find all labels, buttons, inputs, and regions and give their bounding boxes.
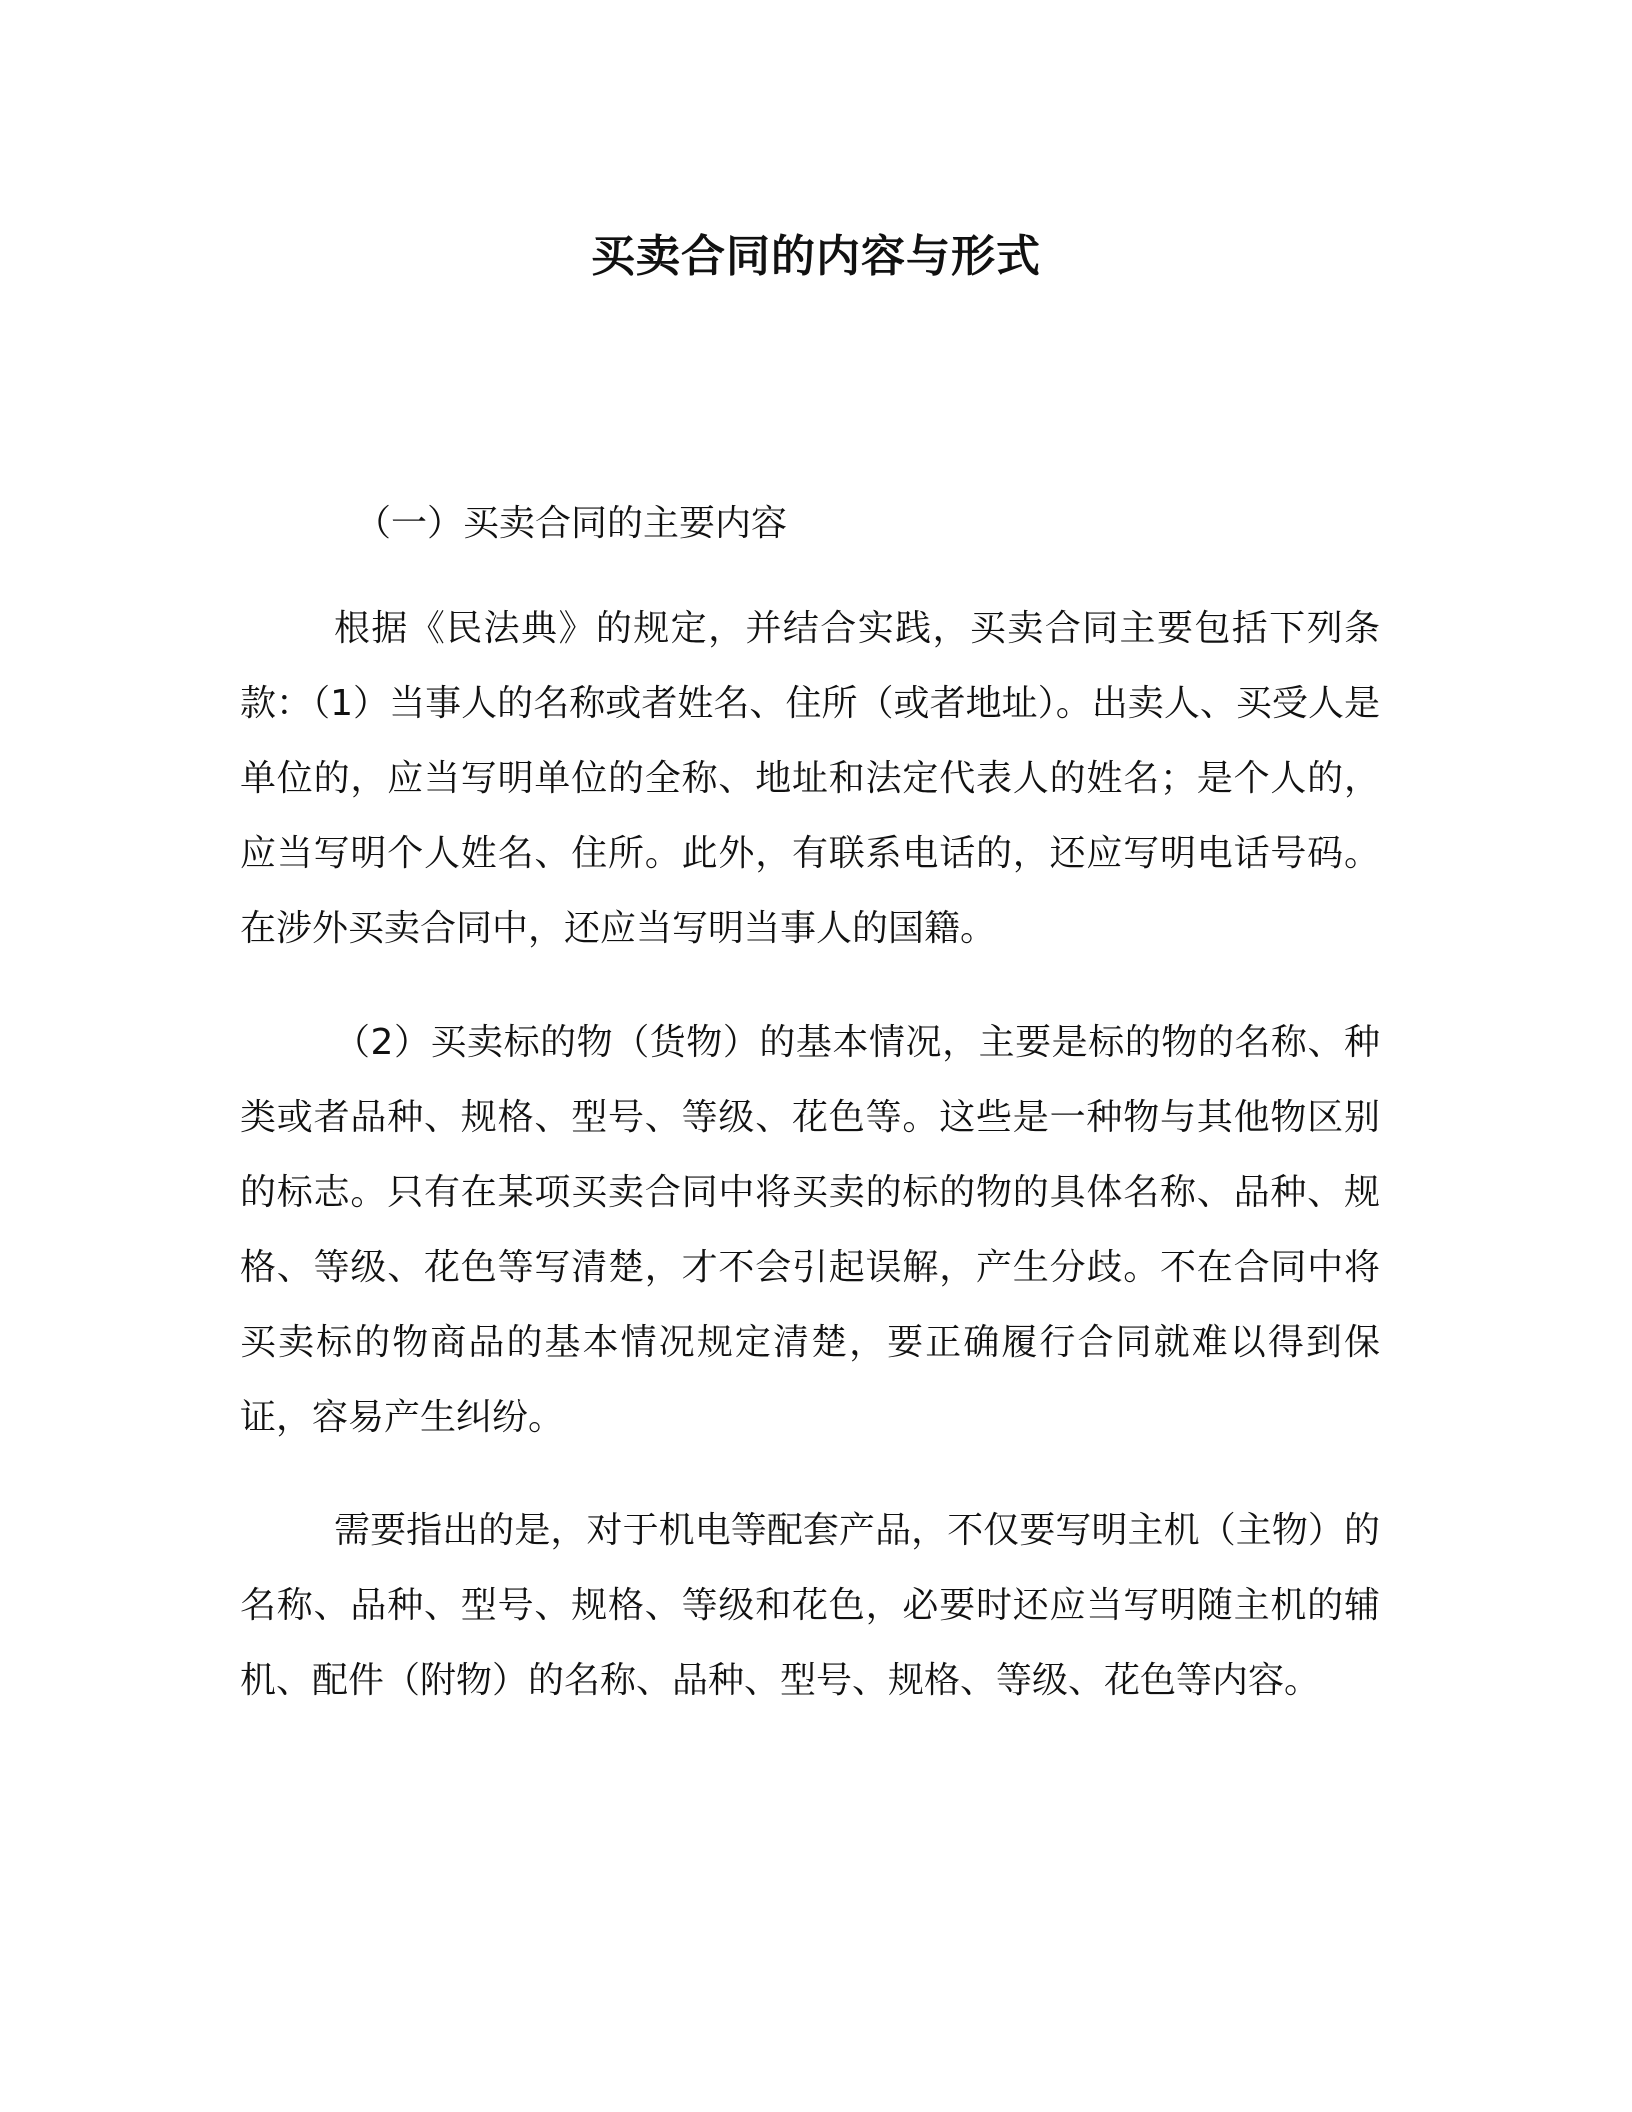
paragraph-subject-matter: （2）买卖标的物（货物）的基本情况，主要是标的物的名称、种类或者品种、规格、型号、等级、花色等。这些是一种物与其他物区别的标志。只有在某项买卖合同中将买卖的标的物的具体名称、品种、规格、等级、花色等写清楚，才不会引起误解，产生分歧。不在合同中将买卖标的物商品的基本情况规定清楚，要正确履行合同就难以得到保证，容易产生纠纷。	[240, 1022, 1380, 1438]
paragraph-parties: 根据《民法典》的规定，并结合实践，买卖合同主要包括下列条款：（1）当事人的名称或者姓名、住所（或者地址）。出卖人、买受人是单位的，应当写明单位的全称、地址和法定代表人的姓名；是个人的，应当写明个人姓名、住所。此外，有联系电话的，还应写明电话号码。在涉外买卖合同中，还应当写明当事人的国籍。	[240, 608, 1380, 949]
paragraph-supporting-products: 需要指出的是，对于机电等配套产品，不仅要写明主机（主物）的名称、品种、型号、规格、等级和花色，必要时还应当写明随主机的辅机、配件（附物）的名称、品种、型号、规格、等级、花色等内容。	[240, 1510, 1380, 1701]
document-title: 买卖合同的内容与形式	[591, 231, 1041, 282]
section-heading: （一）买卖合同的主要内容	[355, 503, 788, 544]
